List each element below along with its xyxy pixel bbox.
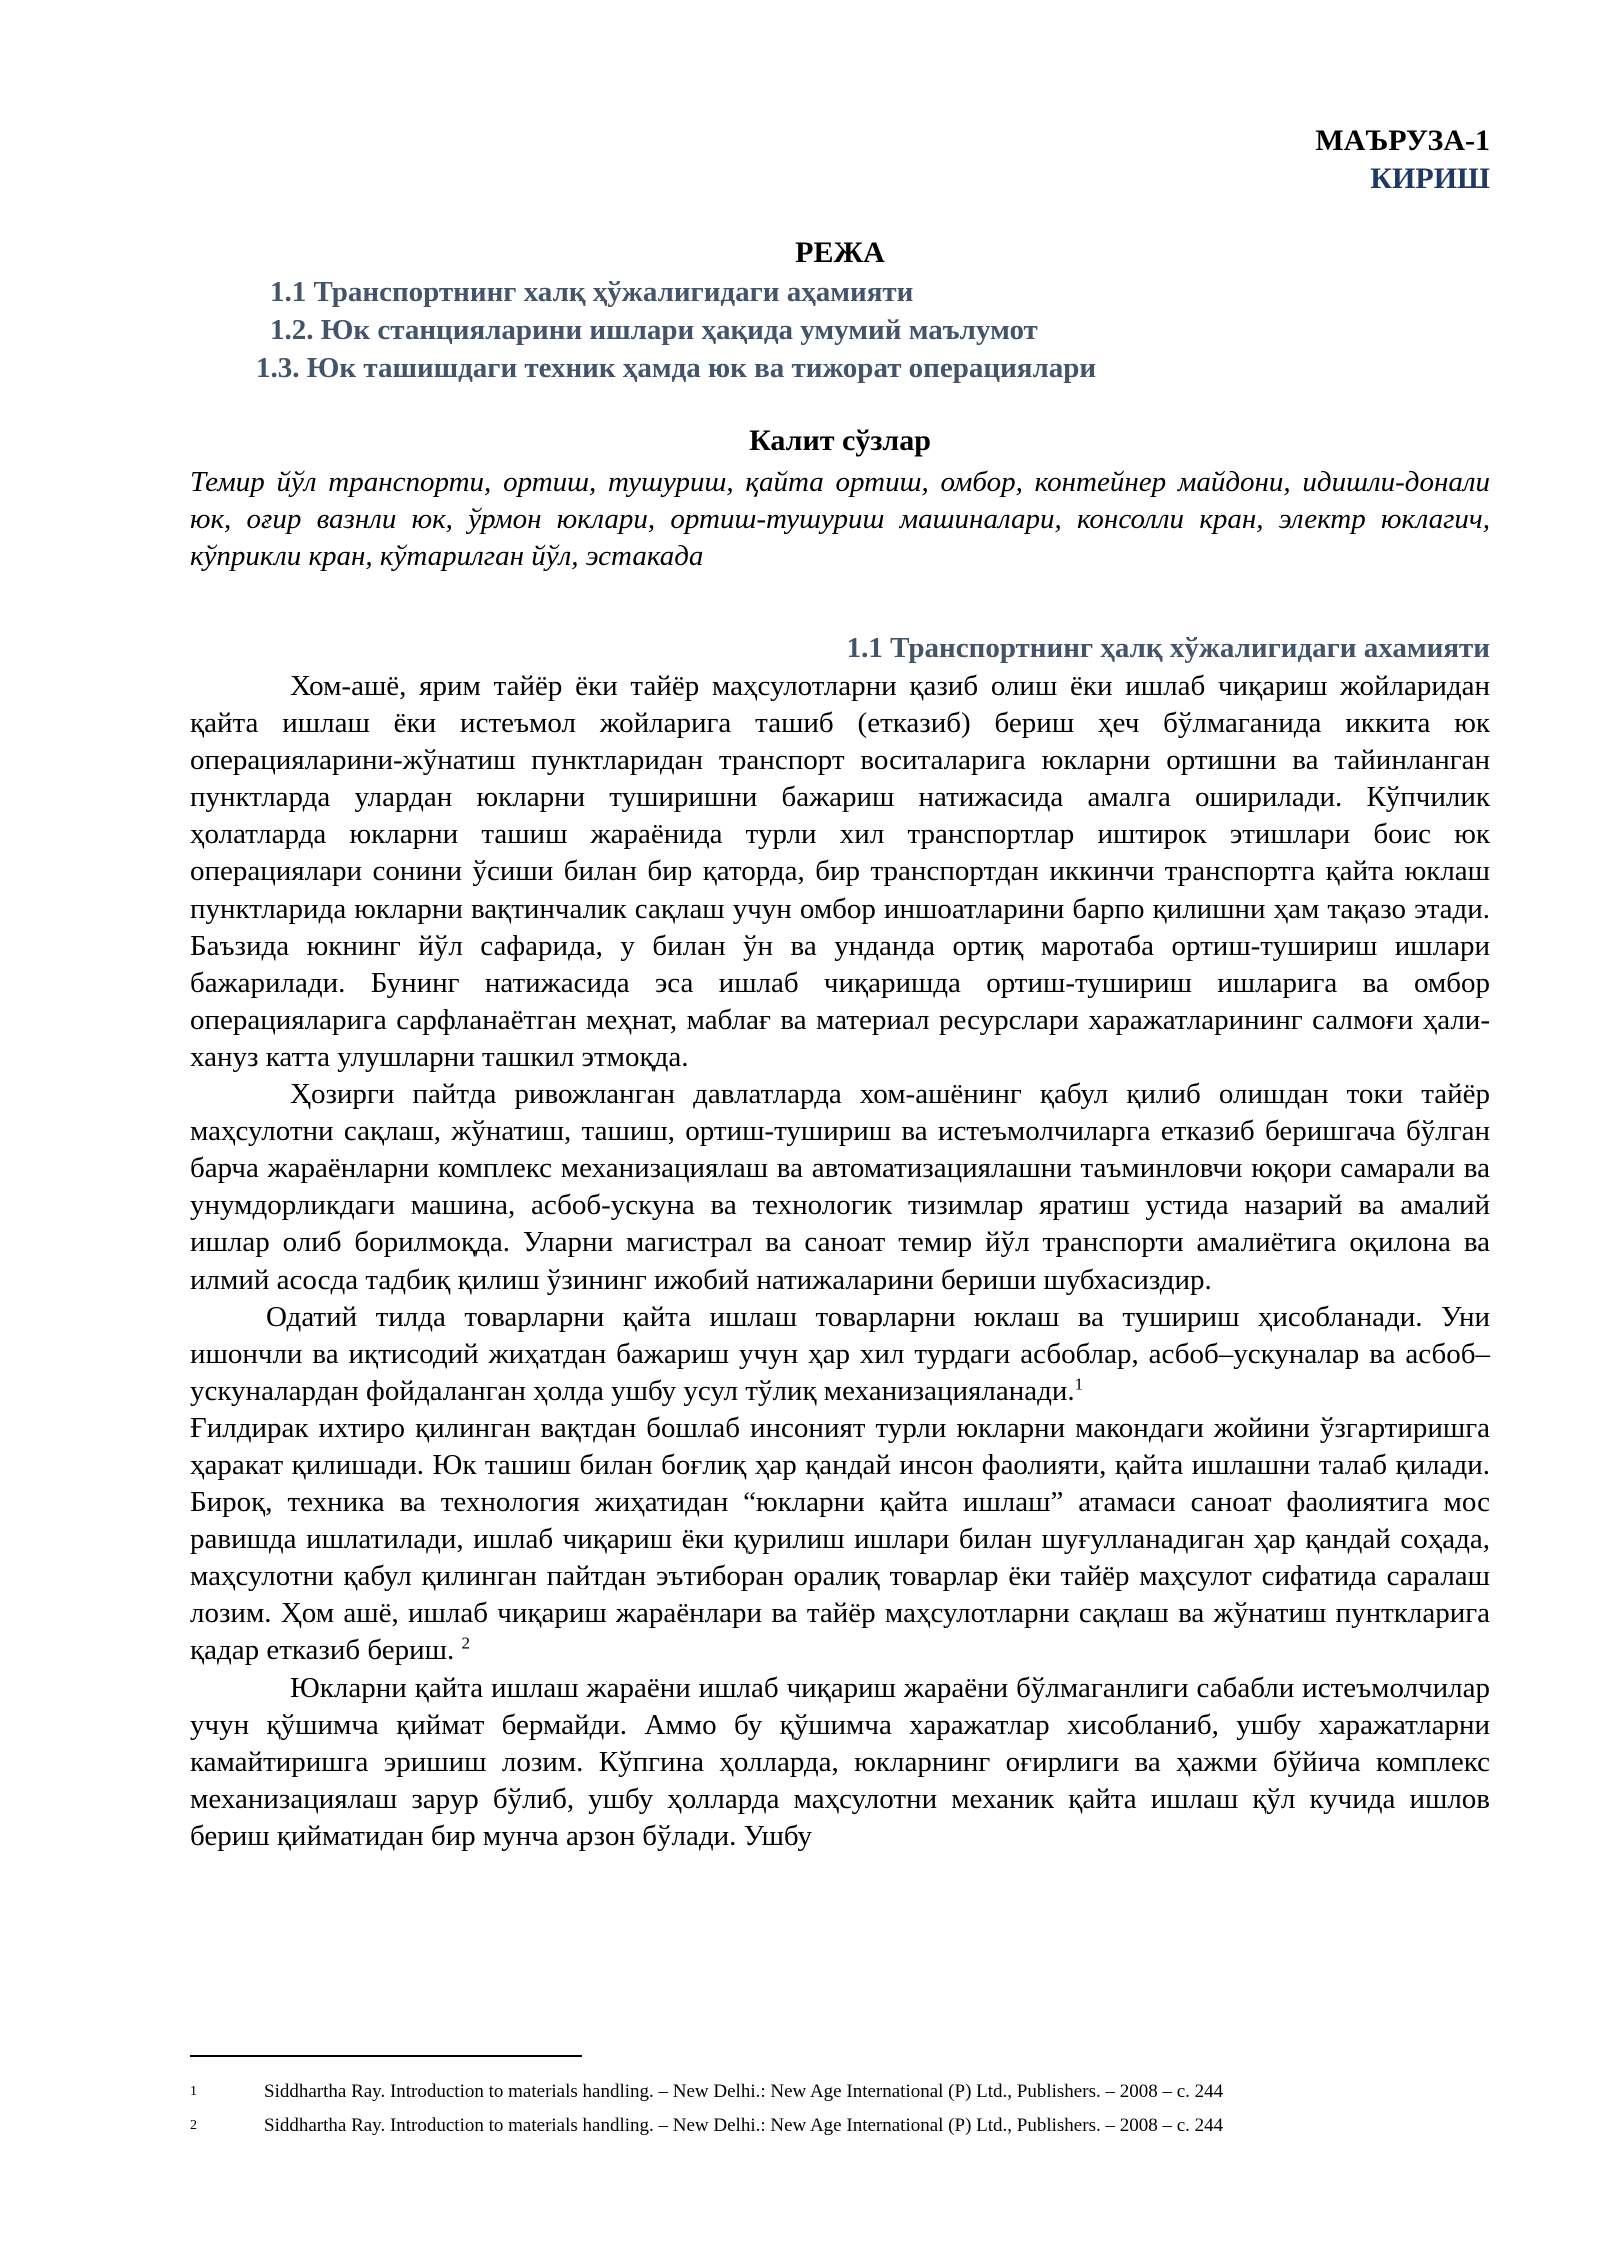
footnote-text: Siddhartha Ray. Introduction to materials handling. – New Delhi.: New Age International (P) Ltd., Publishers. – 2008 – с. 244 xyxy=(264,2115,1224,2136)
paragraph: Юкларни қайта ишлаш жараёни ишлаб чиқариш жараёни бўлмаганлиги сабабли истеъмолчилар учун қўшимча қиймат бермайди. Аммо бу қўшимча харажатлар хисобланиб, ушбу харажатларни камайтиришга эришиш лозим. Кўпгина ҳолларда, юкларнинг оғирлиги ва ҳажми бўйича комплекс механизациялаш зарур бўлиб, ушбу ҳолларда маҳсулотни механик қайта ишлаш қўл кучида ишлов бериш қийматидан бир мунча арзон бўлади. Ушбу xyxy=(190,1671,1490,1852)
footnote-number: 2 xyxy=(190,2118,197,2133)
section-body xyxy=(190,668,1490,1855)
footnote-ref-2[interactable]: 2 xyxy=(461,1633,470,1653)
footnote-divider xyxy=(190,2055,582,2057)
footnote-number: 1 xyxy=(190,2084,197,2099)
paragraph xyxy=(190,1299,1490,1410)
footnote-ref-1[interactable]: 1 xyxy=(1074,1374,1084,1394)
plan-item-2: 1.2. Юк станцияларини ишлари ҳақида умумий маълумот xyxy=(270,314,1038,346)
keywords-text: Темир йўл транспорти, ортиш, тушуриш, қайта ортиш, омбор, контейнер майдони, идишли-донали юк, оғир вазнли юк, ўрмон юклари, ортиш-тушуриш машиналари, консолли кран, электр юклагич, кўприкли кран, кўтарилган йўл, эстакада xyxy=(190,466,1490,572)
lecture-number: МАЪРУЗА-1 xyxy=(1315,124,1490,157)
footnote-1 xyxy=(190,2080,1223,2104)
lecture-title: КИРИШ xyxy=(1370,162,1490,195)
paragraph: Ҳозирги пайтда ривожланган давлатларда хом-ашёнинг қабул қилиб олишдан токи тайёр маҳсулотни сақлаш, жўнатиш, ташиш, ортиш-тушириш ва истеъмолчиларга етказиб беришгача бўлган барча жараёнларни комплекс механизациялаш ва автоматизациялашни таъминловчи юқори самарали ва унумдорликдаги машина, асбоб-ускуна ва технологик тизимлар яратиш устида назарий ва амалий ишлар олиб борилмоқда. Уларни магистрал ва саноат темир йўл транспорти амалиётига оқилона ва илмий асосда тадбиқ қилиш ўзининг ижобий натижаларини бериши шубхасиздир. xyxy=(190,1078,1490,1296)
paragraph-text: Одатий тилда товарларни қайта ишлаш товарларни юклаш ва тушириш ҳисобланади. Уни ишончли ва иқтисодий жиҳатдан бажариш учун ҳар хил турдаги асбоблар, асбоб–ускуналар ва асбоб–ускуналардан фойдаланган ҳолда ушбу усул тўлиқ механизацияланади. xyxy=(190,1300,1490,1407)
plan-item-3: 1.3. Юк ташишдаги техник ҳамда юк ва тижорат операциялари xyxy=(256,352,1097,384)
paragraph-text: Ғилдирак ихтиро қилинган вақтдан бошлаб инсоният турли юкларни макондаги жойини ўзгартиришга ҳаракат қилишади. Юк ташиш билан боғлиқ ҳар қандай инсон фаолияти, қайта ишлашни талаб қилади. Бироқ, техника ва технология жиҳатидан “юкларни қайта ишлаш” атамаси саноат фаолиятига мос равишда ишлатилади, ишлаб чиқариш ёки қурилиш ишлари билан шуғулланадиган ҳар қандай соҳада, маҳсулотни қабул қилинган пайтдан эътиборан оралиқ товарлар ёки тайёр маҳсулот сифатида саралаш лозим. Ҳом ашё, ишлаб чиқариш жараёнлари ва тайёр маҳсулотларни сақлаш ва жўнатиш пунткларига қадар етказиб бериш. xyxy=(190,1411,1490,1667)
keywords-title: Калит сўзлар xyxy=(749,424,931,457)
plan-item-1: 1.1 Транспортнинг халқ ҳўжалигидаги аҳамияти xyxy=(270,276,914,308)
footnote-2 xyxy=(190,2114,1223,2138)
plan-title: РЕЖА xyxy=(795,236,885,269)
section-heading: 1.1 Транспортнинг ҳалқ хўжалигидаги ахамияти xyxy=(846,632,1490,664)
paragraph: Хом-ашё, ярим тайёр ёки тайёр маҳсулотларни қазиб олиш ёки ишлаб чиқариш жойларидан қайта ишлаш ёки истеъмол жойларига ташиб (етказиб) бериш ҳеч бўлмаганида иккита юк операцияларини-жўнатиш пунктларидан транспорт воситаларига юкларни ортишни ва тайинланган пунктларда улардан юкларни туширишни бажариш натижасида амалга оширилади. Кўпчилик ҳолатларда юкларни ташиш жараёнида турли хил транспортлар иштирок этишлари боис юк операциялари сонини ўсиши билан бир қаторда, бир транспортдан иккинчи транспортга қайта юклаш пунктларида юкларни вақтинчалик сақлаш учун омбор иншоатларини барпо қилишни ҳам тақазо этади. Баъзида юкнинг йўл сафарида, у билан ўн ва унданда ортиқ маротаба ортиш-тушириш ишлари бажарилади. Бунинг натижасида эса ишлаб чиқаришда ортиш-тушириш ишларига ва омбор операцияларига сарфланаётган меҳнат, маблағ ва материал ресурслари харажатларининг салмоғи ҳали-хануз катта улушларни ташкил этмоқда. xyxy=(190,670,1490,1073)
footnote-text: Siddhartha Ray. Introduction to materials handling. – New Delhi.: New Age International (P) Ltd., Publishers. – 2008 – с. 244 xyxy=(264,2081,1224,2102)
paragraph xyxy=(190,1410,1490,1670)
